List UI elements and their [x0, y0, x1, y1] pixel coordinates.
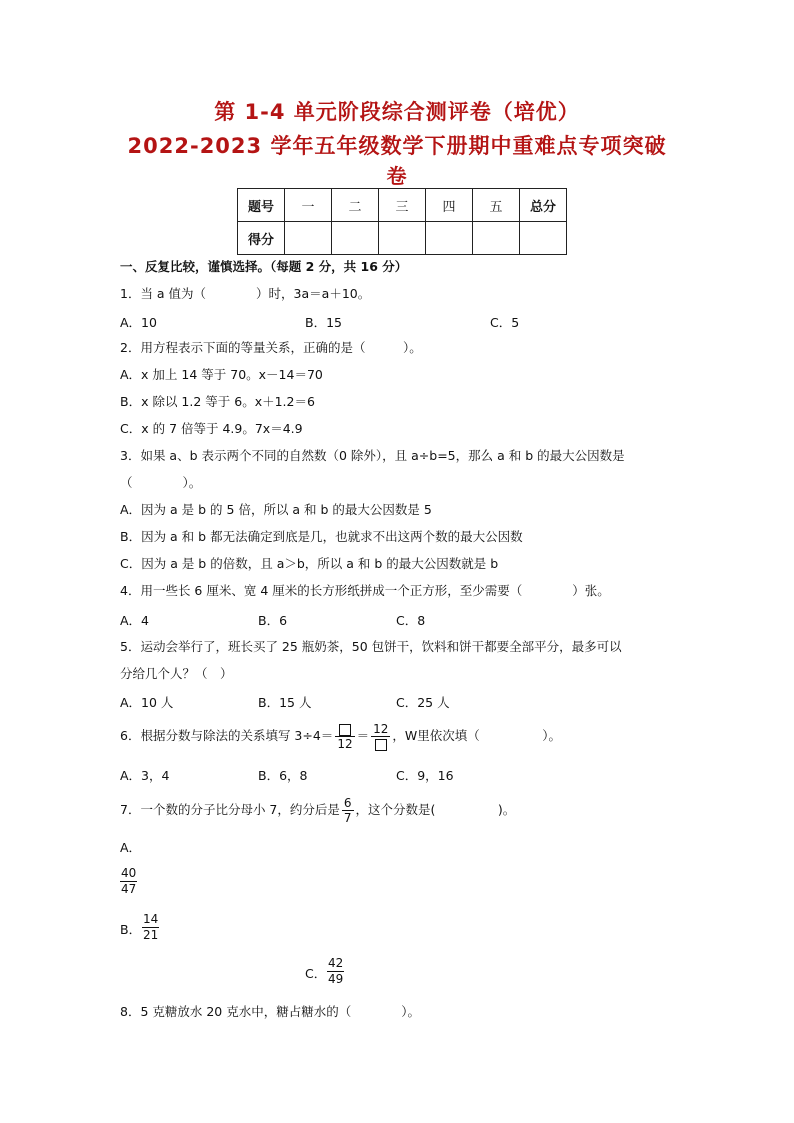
score-table-cell: 总分: [520, 189, 567, 222]
q5-option-a: A．10 人: [120, 695, 174, 710]
question-6: [120, 721, 561, 753]
question-7: [120, 795, 515, 827]
q7-b-den: 21: [143, 928, 159, 942]
score-blank-cell[interactable]: [520, 222, 567, 255]
q7-c-den: 49: [328, 972, 344, 986]
q2-option-b: B．x 除以 1.2 等于 6。x＋1.2＝6: [120, 394, 315, 409]
q1-option-a: A．10: [120, 315, 157, 330]
question-2: 2．用方程表示下面的等量关系，正确的是（ ）。: [120, 340, 422, 355]
q4-option-c: C．8: [396, 613, 426, 628]
score-table: [237, 188, 567, 255]
score-table-cell: 题号: [238, 189, 285, 222]
q6-text-after: ，W里依次填（ ）。: [392, 728, 562, 743]
question-5: 5．运动会举行了，班长买了 25 瓶奶茶，50 包饼干，饮料和饼干都要全部平分，最多可以: [120, 639, 622, 654]
score-table-header-row: [238, 189, 567, 222]
q4-option-a: A．4: [120, 613, 150, 628]
question-4: 4．用一些长 6 厘米、宽 4 厘米的长方形纸拼成一个正方形，至少需要（ ）张。: [120, 583, 610, 598]
q6-fraction-2: [371, 722, 390, 751]
q7-c-num: 42: [328, 956, 344, 970]
q6-option-c: C．9，16: [396, 768, 454, 783]
blank-box-icon: [375, 739, 387, 751]
question-3-cont: （ ）。: [120, 475, 202, 490]
q3-option-c: C．因为 a 是 b 的倍数，且 a＞b，所以 a 和 b 的最大公因数就是 b: [120, 556, 499, 571]
score-table-score-row: [238, 222, 567, 255]
q6-frac2-num: 12: [373, 722, 389, 736]
title-line-2: 2022-2023 学年五年级数学下册期中重难点专项突破: [127, 134, 667, 158]
q1-option-b: B．15: [305, 315, 342, 330]
q2-option-c: C．x 的 7 倍等于 4.9。7x＝4.9: [120, 421, 303, 436]
question-1: 1．当 a 值为（ ）时，3a＝a＋10。: [120, 286, 371, 301]
q6-option-a: A．3，4: [120, 768, 170, 783]
score-table-cell: 四: [426, 189, 473, 222]
q2-option-a: A．x 加上 14 等于 70。x－14＝70: [120, 367, 323, 382]
score-blank-cell[interactable]: [285, 222, 332, 255]
score-table-cell: 得分: [238, 222, 285, 255]
q7-text-before: 7．一个数的分子比分母小 7，约分后是: [120, 802, 340, 817]
q7-a-num: 40: [121, 866, 137, 880]
title-line-1: 第 1-4 单元阶段综合测评卷（培优）: [214, 100, 580, 124]
question-5-cont: 分给几个人？（ ）: [120, 666, 233, 681]
blank-box-icon: [339, 724, 351, 736]
question-8: 8．5 克糖放水 20 克水中，糖占糖水的（ ）。: [120, 1004, 420, 1019]
title-line-3: 卷: [386, 164, 408, 188]
score-blank-cell[interactable]: [332, 222, 379, 255]
q4-option-b: B．6: [258, 613, 288, 628]
q7-option-b-label: B．: [120, 922, 142, 937]
q7-option-b-fraction: [142, 912, 159, 943]
score-table-cell: 五: [473, 189, 520, 222]
score-table-cell: 一: [285, 189, 332, 222]
q5-option-b: B．15 人: [258, 695, 312, 710]
question-3: 3．如果 a、b 表示两个不同的自然数（0 除外），且 a÷b=5，那么 a 和 b 的最大公因数是: [120, 448, 625, 463]
q6-fraction-1: [335, 722, 354, 751]
q7-frac-den: 7: [343, 811, 352, 825]
q7-a-den: 47: [121, 882, 137, 896]
q6-text-before: 6．根据分数与除法的关系填写 3÷4＝: [120, 728, 334, 743]
q3-option-b: B．因为 a 和 b 都无法确定到底是几，也就求不出这两个数的最大公因数: [120, 529, 523, 544]
q7-fraction: [342, 796, 354, 825]
q7-option-c-fraction: [327, 956, 344, 987]
q7-frac-num: 6: [343, 796, 352, 810]
q5-option-c: C．25 人: [396, 695, 450, 710]
q6-equals: ＝: [356, 728, 370, 743]
section-heading: 一、反复比较，谨慎选择。（每题 2 分，共 16 分）: [120, 259, 408, 274]
q3-option-a: A．因为 a 是 b 的 5 倍，所以 a 和 b 的最大公因数是 5: [120, 502, 432, 517]
q7-option-a-label: A．: [120, 840, 142, 855]
q7-option-c-label: C．: [305, 966, 327, 981]
score-table-cell: 三: [379, 189, 426, 222]
score-blank-cell[interactable]: [473, 222, 520, 255]
q7-option-a-fraction: [120, 866, 137, 897]
q6-frac1-den: 12: [337, 737, 353, 751]
q6-option-b: B．6，8: [258, 768, 308, 783]
q1-option-c: C．5: [490, 315, 520, 330]
q7-text-after: ，这个分数是( )。: [355, 802, 516, 817]
score-blank-cell[interactable]: [426, 222, 473, 255]
score-table-cell: 二: [332, 189, 379, 222]
score-blank-cell[interactable]: [379, 222, 426, 255]
q7-b-num: 14: [143, 912, 159, 926]
